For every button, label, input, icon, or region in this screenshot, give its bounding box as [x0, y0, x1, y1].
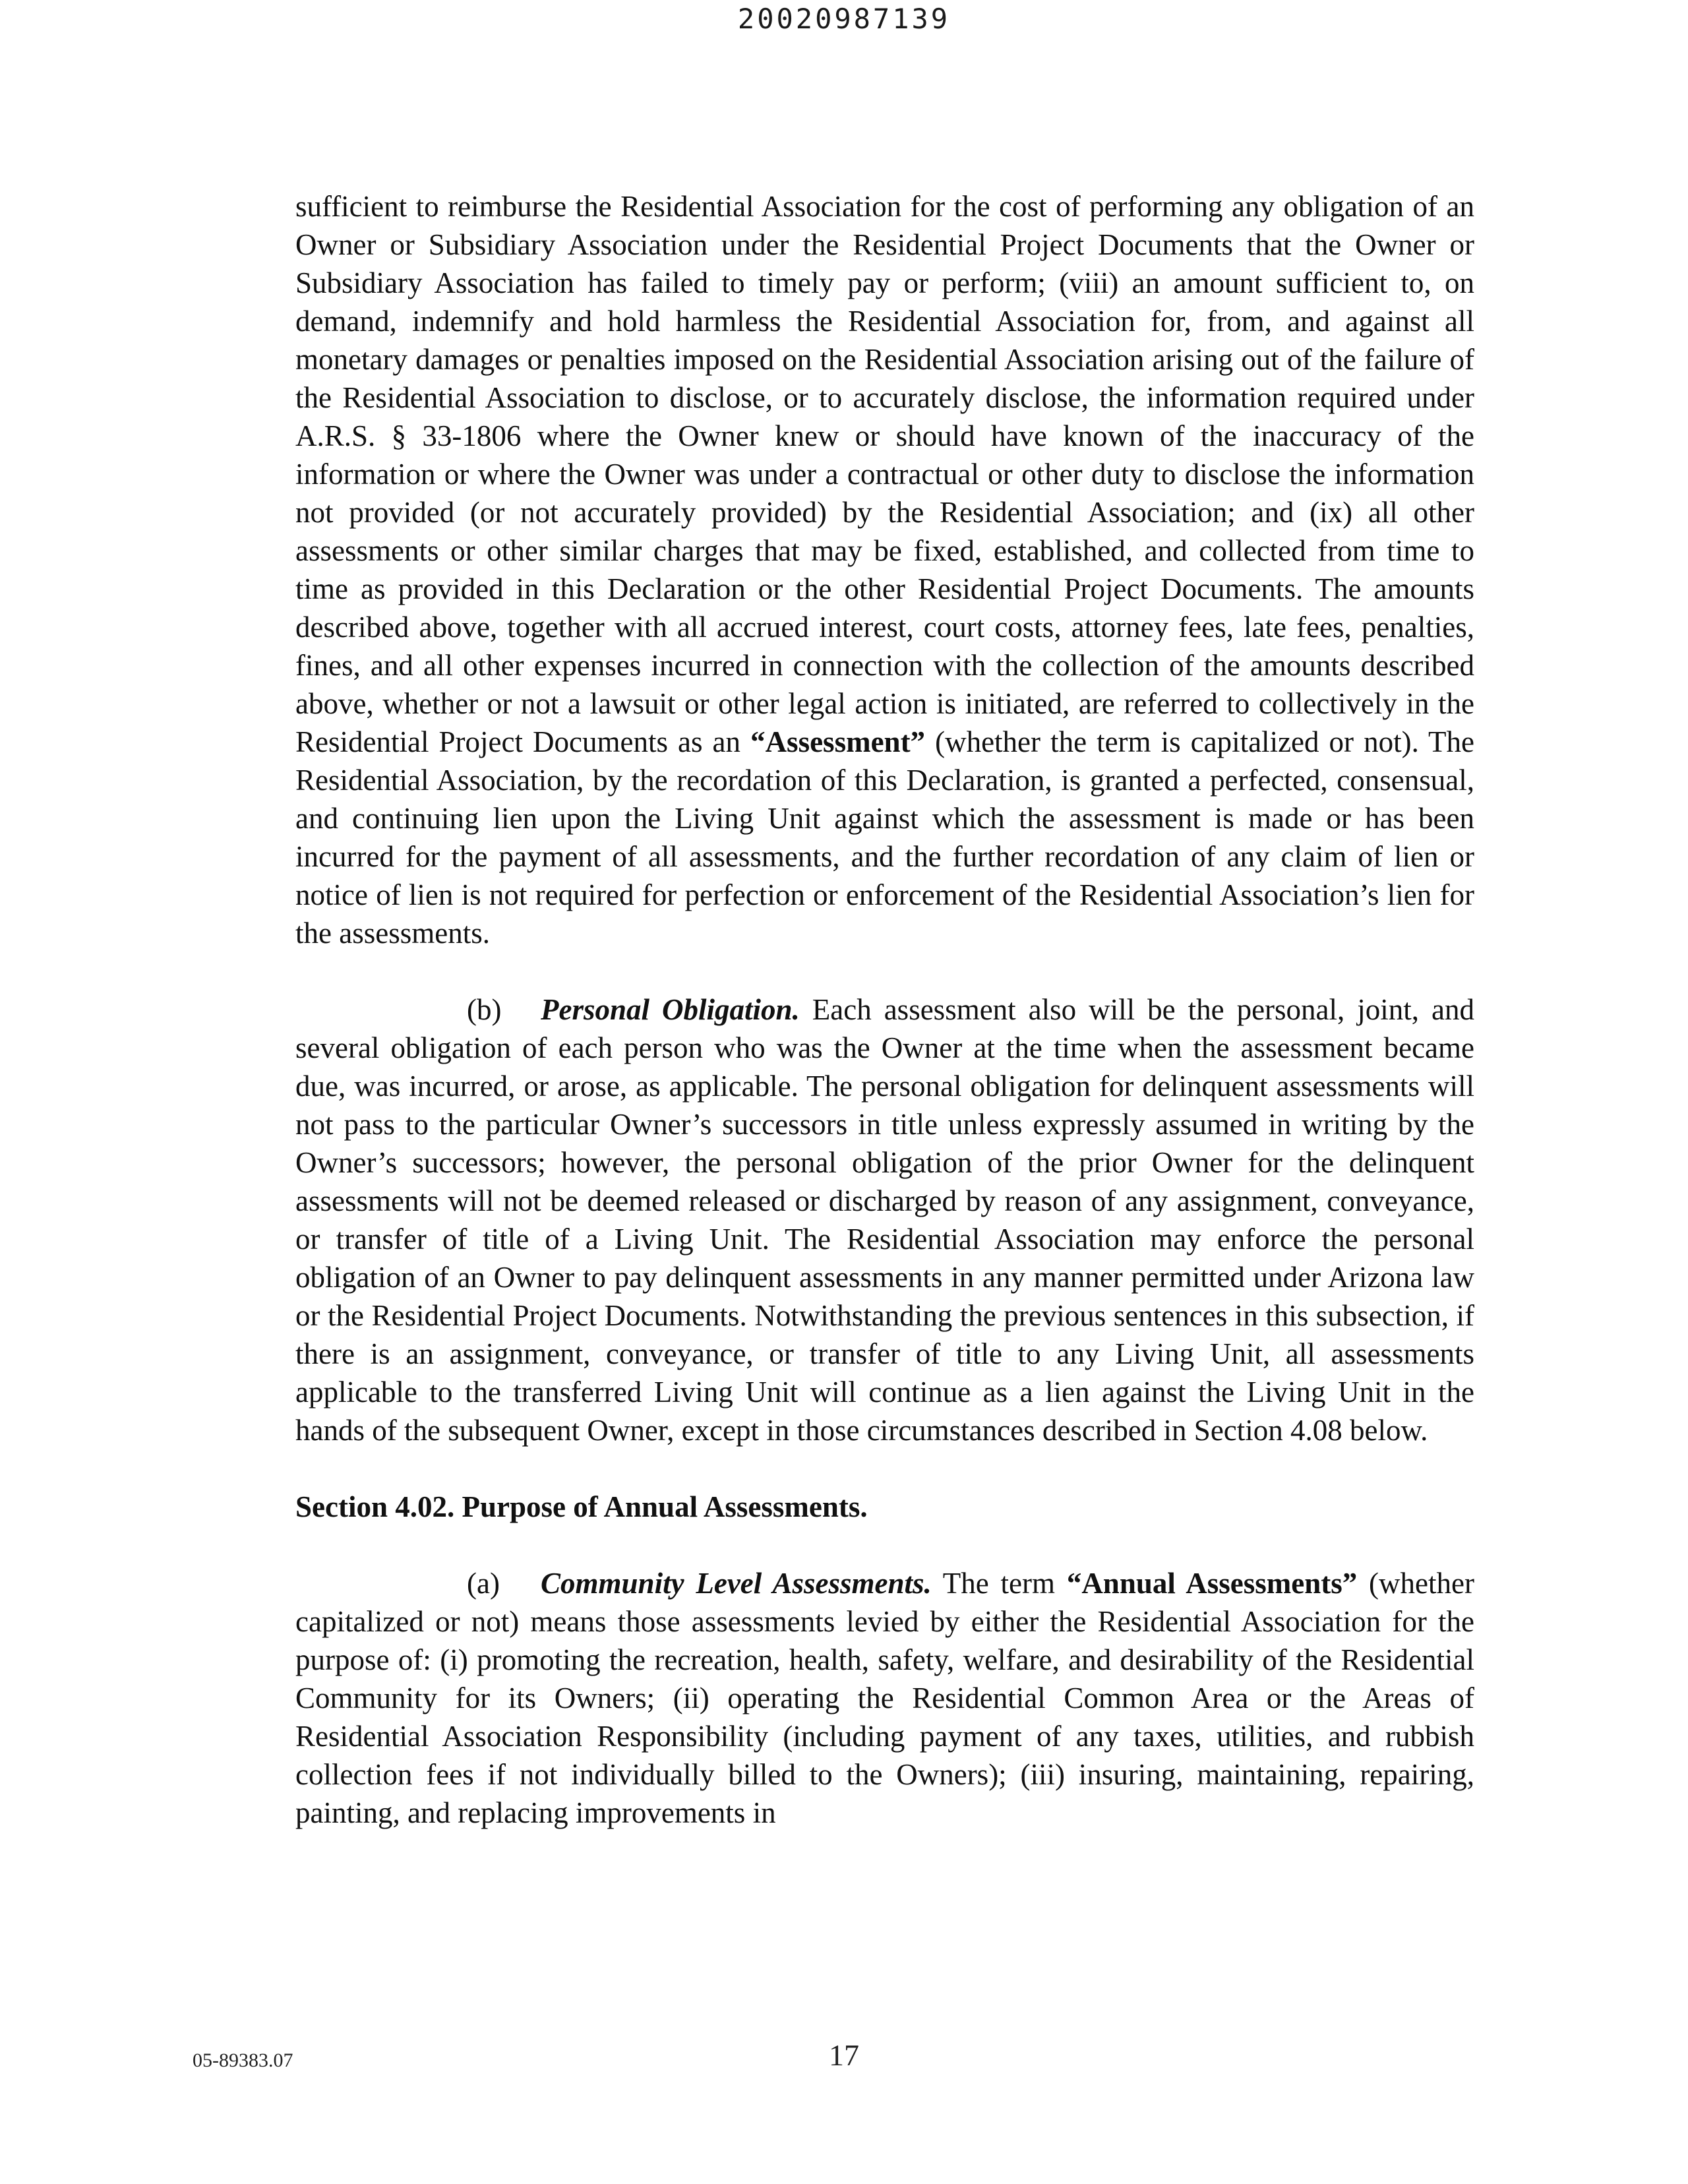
section-heading: Section 4.02. Purpose of Annual Assessments.	[295, 1490, 868, 1523]
paragraph-community-level-assessments	[295, 1564, 1474, 1832]
defined-term-annual-assessments: “Annual Assessments”	[1066, 1567, 1358, 1600]
paragraph-text: The term	[931, 1567, 1067, 1600]
paragraph-text: (whether capitalized or not) means those assessments levied by either the Residential Association for the purpose of: (i) promoting the recreation, health, safety, welfare, and desirability of the Residential Community for its Owners; (ii) operating the Residential Common Area or the Areas of Residential Association Responsibility (including payment of any taxes, utilities, and rubbish collection fees if not individually billed to the Owners); (iii) insuring, maintaining, repairing, painting, and replacing improvements in	[295, 1567, 1474, 1829]
subsection-label: (b)	[467, 993, 502, 1026]
recording-number: 20020987139	[737, 3, 951, 35]
paragraph-text: Each assessment also will be the personal, joint, and several obligation of each person who was the Owner at the time when the assessment became due, was incurred, or arose, as applicable. The personal obligation for delinquent assessments will not pass to the particular Owner’s successors in title unless expressly assumed in writing by the Owner’s successors; however, the personal obligation of the prior Owner for the delinquent assessments will not be deemed released or discharged by reason of any assignment, conveyance, or transfer of title of a Living Unit. The Residential Association may enforce the personal obligation of an Owner to pay delinquent assessments in any manner permitted under Arizona law or the Residential Project Documents. Notwithstanding the previous sentences in this subsection, if there is an assignment, conveyance, or transfer of title to any Living Unit, all assessments applicable to the transferred Living Unit will continue as a lien against the Living Unit in the hands of the subsequent Owner, except in those circumstances described in Section 4.08 below.	[295, 993, 1474, 1447]
paragraph-text: (whether the term is capitalized or not). The Residential Association, by the recordation of this Declaration, is granted a perfected, consensual, and continuing lien upon the Living Unit against which the assessment is made or has been incurred for the payment of all assessments, and the further recordation of any claim of lien or notice of lien is not required for perfection or enforcement of the Residential Association’s lien for the assessments.	[295, 725, 1475, 950]
subsection-title: Personal Obligation.	[541, 993, 800, 1026]
document-body	[295, 187, 1474, 1832]
defined-term-assessment: “Assessment”	[750, 725, 926, 758]
subsection-title: Community Level Assessments.	[541, 1567, 932, 1600]
document-code: 05-89383.07	[193, 2049, 293, 2071]
subsection-label: (a)	[467, 1567, 500, 1600]
paragraph-personal-obligation	[295, 990, 1474, 1449]
paragraph-assessments-continued	[295, 187, 1474, 952]
page-number: 17	[829, 2038, 859, 2072]
paragraph-text: sufficient to reimburse the Residential Association for the cost of performing any obligation of an Owner or Subsidiary Association under the Residential Project Documents that the Owner or Subsidiary Association has failed to timely pay or perform; (viii) an amount sufficient to, on demand, indemnify and hold harmless the Residential Association for, from, and against all monetary damages or penalties imposed on the Residential Association arising out of the failure of the Residential Association to disclose, or to accurately disclose, the information required under A.R.S. § 33-1806 where the Owner knew or should have known of the inaccuracy of the information or where the Owner was under a contractual or other duty to disclose the information not provided (or not accurately provided) by the Residential Association; and (ix) all other assessments or other similar charges that may be fixed, established, and collected from time to time as provided in this Declaration or the other Residential Project Documents. The amounts described above, together with all accrued interest, court costs, attorney fees, late fees, penalties, fines, and all other expenses incurred in connection with the collection of the amounts described above, whether or not a lawsuit or other legal action is initiated, are referred to collectively in the Residential Project Documents as an	[295, 190, 1474, 758]
